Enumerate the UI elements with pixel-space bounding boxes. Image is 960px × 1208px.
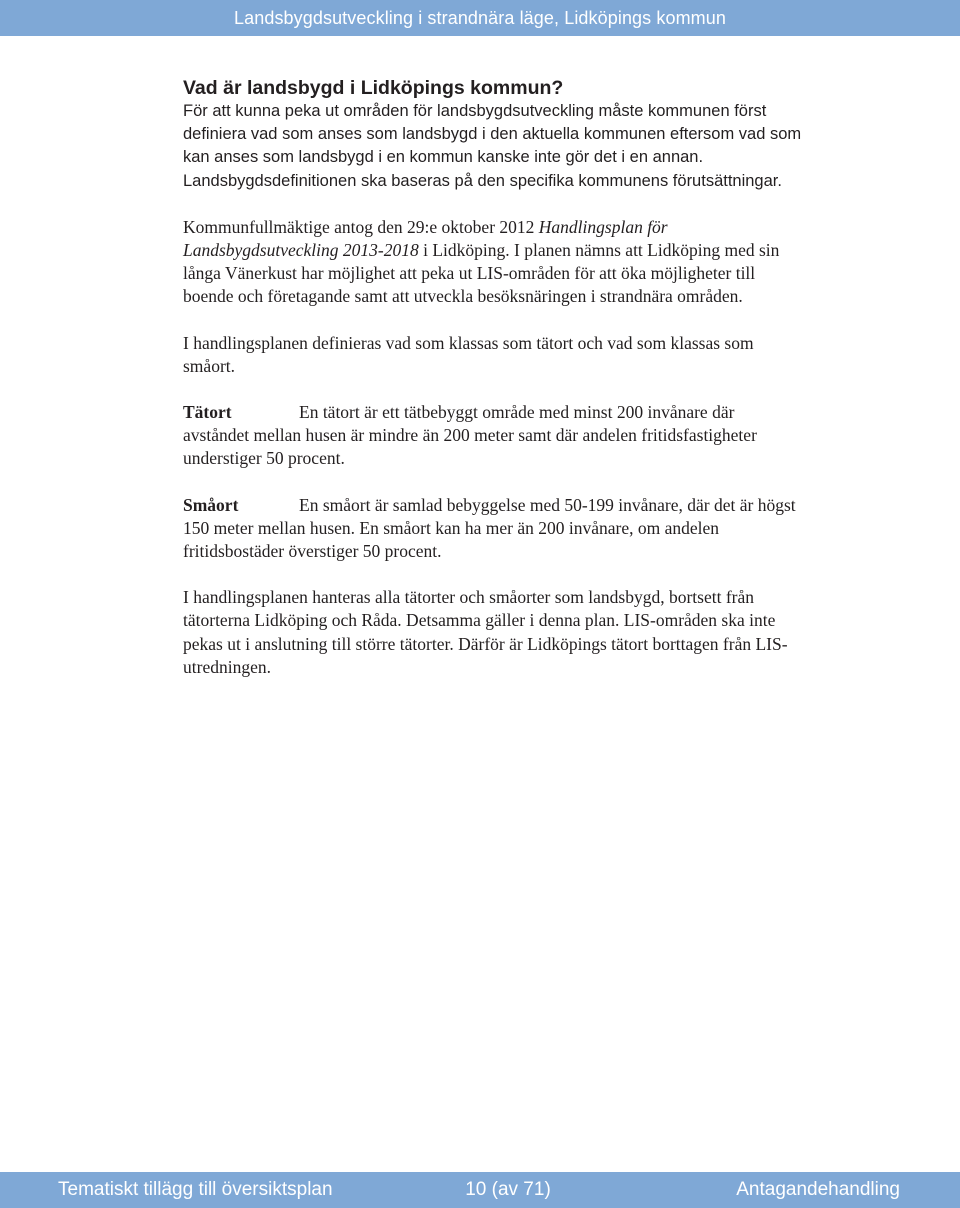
definition-text: En småort är samlad bebyggelse med 50-199 invånare, där det är högst 150 meter mellan husen. En småort kan ha mer än 200 invånare, om andelen fritidsbostäder överstiger 50 procent. xyxy=(183,494,796,562)
page-header xyxy=(0,0,960,36)
definition-tatort xyxy=(183,401,803,471)
page-number: 10 (av 71) xyxy=(465,1179,551,1200)
section-heading: Vad är landsbygd i Lidköpings kommun? xyxy=(183,77,564,99)
plan-title: Handlingsplan för Landsbygdsutveckling 2013-2018 xyxy=(183,216,668,261)
conclusion-paragraph: I handlingsplanen hanteras alla tätorter och småorter som landsbygd, bortsett från tätorterna Lidköping och Råda. Detsamma gäller i denna plan. LIS-områden ska inte pekas ut i anslutning till större tätorter. Därför är Lidköpings tätort borttagen från LIS-utredningen. xyxy=(183,587,788,677)
classification-paragraph: I handlingsplanen definieras vad som klassas som tätort och vad som klassas som småort. xyxy=(183,332,754,376)
adoption-paragraph xyxy=(183,216,803,309)
document-status: Antagandehandling xyxy=(736,1179,900,1200)
adoption-text-start: Kommunfullmäktige antog den 29:e oktober 2012 xyxy=(183,216,539,237)
header-title: Landsbygdsutveckling i strandnära läge, Lidköpings kommun xyxy=(234,7,726,28)
page-footer xyxy=(0,1172,960,1208)
definition-text: En tätort är ett tätbebyggt område med minst 200 invånare där avståndet mellan husen är mindre än 200 meter samt där andelen fritidsfastigheter understiger 50 procent. xyxy=(183,402,757,469)
intro-paragraph: För att kunna peka ut områden för landsbygdsutveckling måste kommunen först definiera vad som anses som landsbygd i den aktuella kommunen eftersom vad som kan anses som landsbygd i en kommun kanske inte gör det i en annan. Landsbygdsdefinitionen ska baseras på den specifika kommunens förutsättningar. xyxy=(183,102,802,190)
definition-term: Tätort xyxy=(183,402,232,423)
adoption-text-end: i Lidköping. I planen nämns att Lidköping med sin långa Vänerkust har möjlighet att peka ut LIS-områden för att öka möjligheter till boende och företagande samt att utveckla besöksnäringen i strandnära områden. xyxy=(183,240,780,307)
definition-term: Småort xyxy=(183,494,239,515)
definition-smaort xyxy=(183,494,803,564)
document-title: Tematiskt tillägg till översiktsplan xyxy=(58,1179,333,1200)
main-content xyxy=(183,76,803,679)
